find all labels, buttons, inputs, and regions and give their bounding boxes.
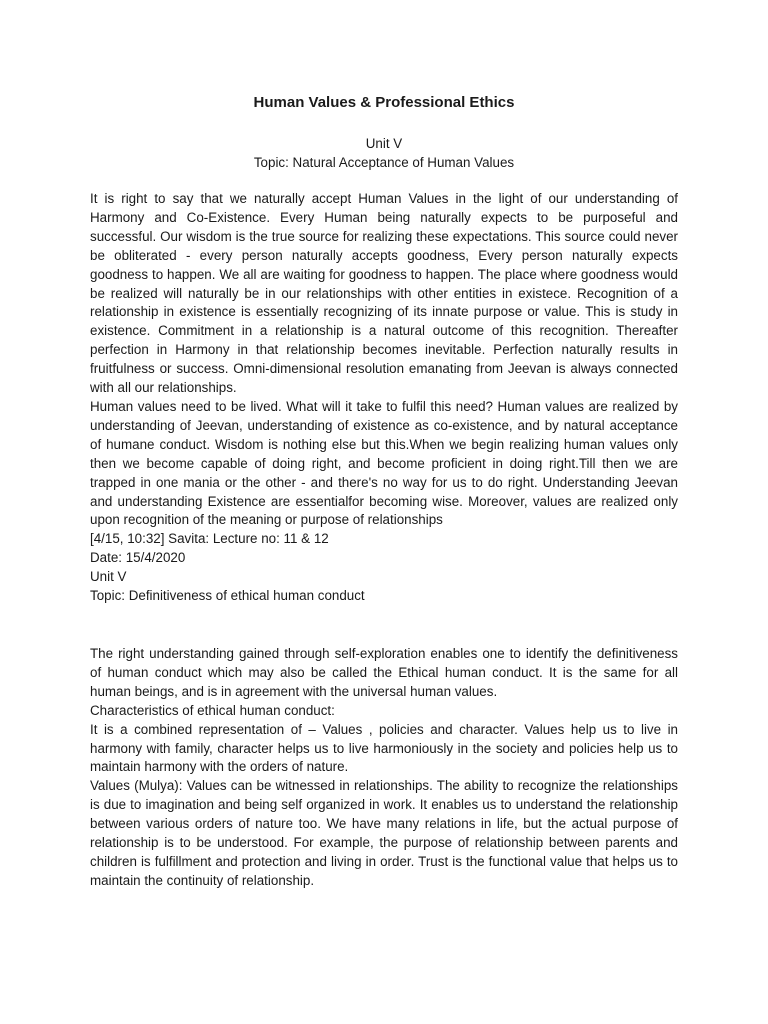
date-line: Date: 15/4/2020 <box>90 550 186 566</box>
section-ethical-conduct <box>90 645 678 891</box>
characteristics-heading: Characteristics of ethical human conduct: <box>90 702 335 718</box>
section-natural-acceptance <box>90 190 678 606</box>
paragraph-harmony: It is right to say that we naturally accept Human Values in the light of our understanding of Harmony and Co-Existence. Every Human being naturally expects to be purposeful and successful. Our wisdom is the true source for realizing these expectations. This source could never be obliterated - every person naturally accepts goodness, Every person naturally expects goodness to happen. We all are waiting for goodness to happen. The place where goodness would be realized will naturally be in our relationships with other entities in existece. Recognition of a relationship in existence is essentially recognizing of its innate purpose or value. This is study in existence. Commitment in a relationship is a natural outcome of this recognition. Thereafter perfection in Harmony in that relationship becomes inevitable. Perfection naturally results in fruitfulness or success. Omni-dimensional resolution emanating from Jeevan is always connected with all our relationships. <box>90 191 678 396</box>
unit-heading: Unit V <box>365 136 403 151</box>
document-title: Human Values & Professional Ethics <box>253 94 515 111</box>
paragraph-combined-representation: It is a combined representation of – Values , policies and character. Values help us to live in harmony with family, character helps us to live harmoniously in the society and policies help us to maintain harmony with the orders of nature. <box>90 721 678 775</box>
paragraph-human-values-lived: Human values need to be lived. What will it take to fulfil this need? Human values are realized by understanding of Jeevan, understanding of existence as co-existence, and by natural acceptance of humane conduct. Wisdom is nothing else but this.When we begin realizing human values only then we become capable of doing right, and become proficient in doing right.Till then we are trapped in one mania or the other - and there's no way for us to do right. Understanding Jeevan and understanding Existence are essentialfor becoming wise. Moreover, values are realized only upon recognition of the meaning or purpose of relationships <box>90 398 678 528</box>
paragraph-values-mulya: Values (Mulya): Values can be witnessed in relationships. The ability to recognize the relationships is due to imagination and being self organized in work. It enables us to understand the relationship between various orders of nature too. We have many relations in life, but the actual purpose of relationship is to be understood. For example, the purpose of relationship between parents and children is fulfillment and protection and living in order. Trust is the functional value that helps us to maintain the continuity of relationship. <box>90 778 678 888</box>
paragraph-right-understanding: The right understanding gained through self-exploration enables one to identify the definitiveness of human conduct which may also be called the Ethical human conduct. It is the same for all human beings, and is in agreement with the universal human values. <box>90 646 678 699</box>
lecture-line: [4/15, 10:32] Savita: Lecture no: 11 & 12 <box>90 531 329 547</box>
unit-line: Unit V <box>90 569 127 585</box>
topic-heading: Topic: Natural Acceptance of Human Values <box>253 155 515 170</box>
topic-line: Topic: Definitiveness of ethical human conduct <box>90 588 365 604</box>
